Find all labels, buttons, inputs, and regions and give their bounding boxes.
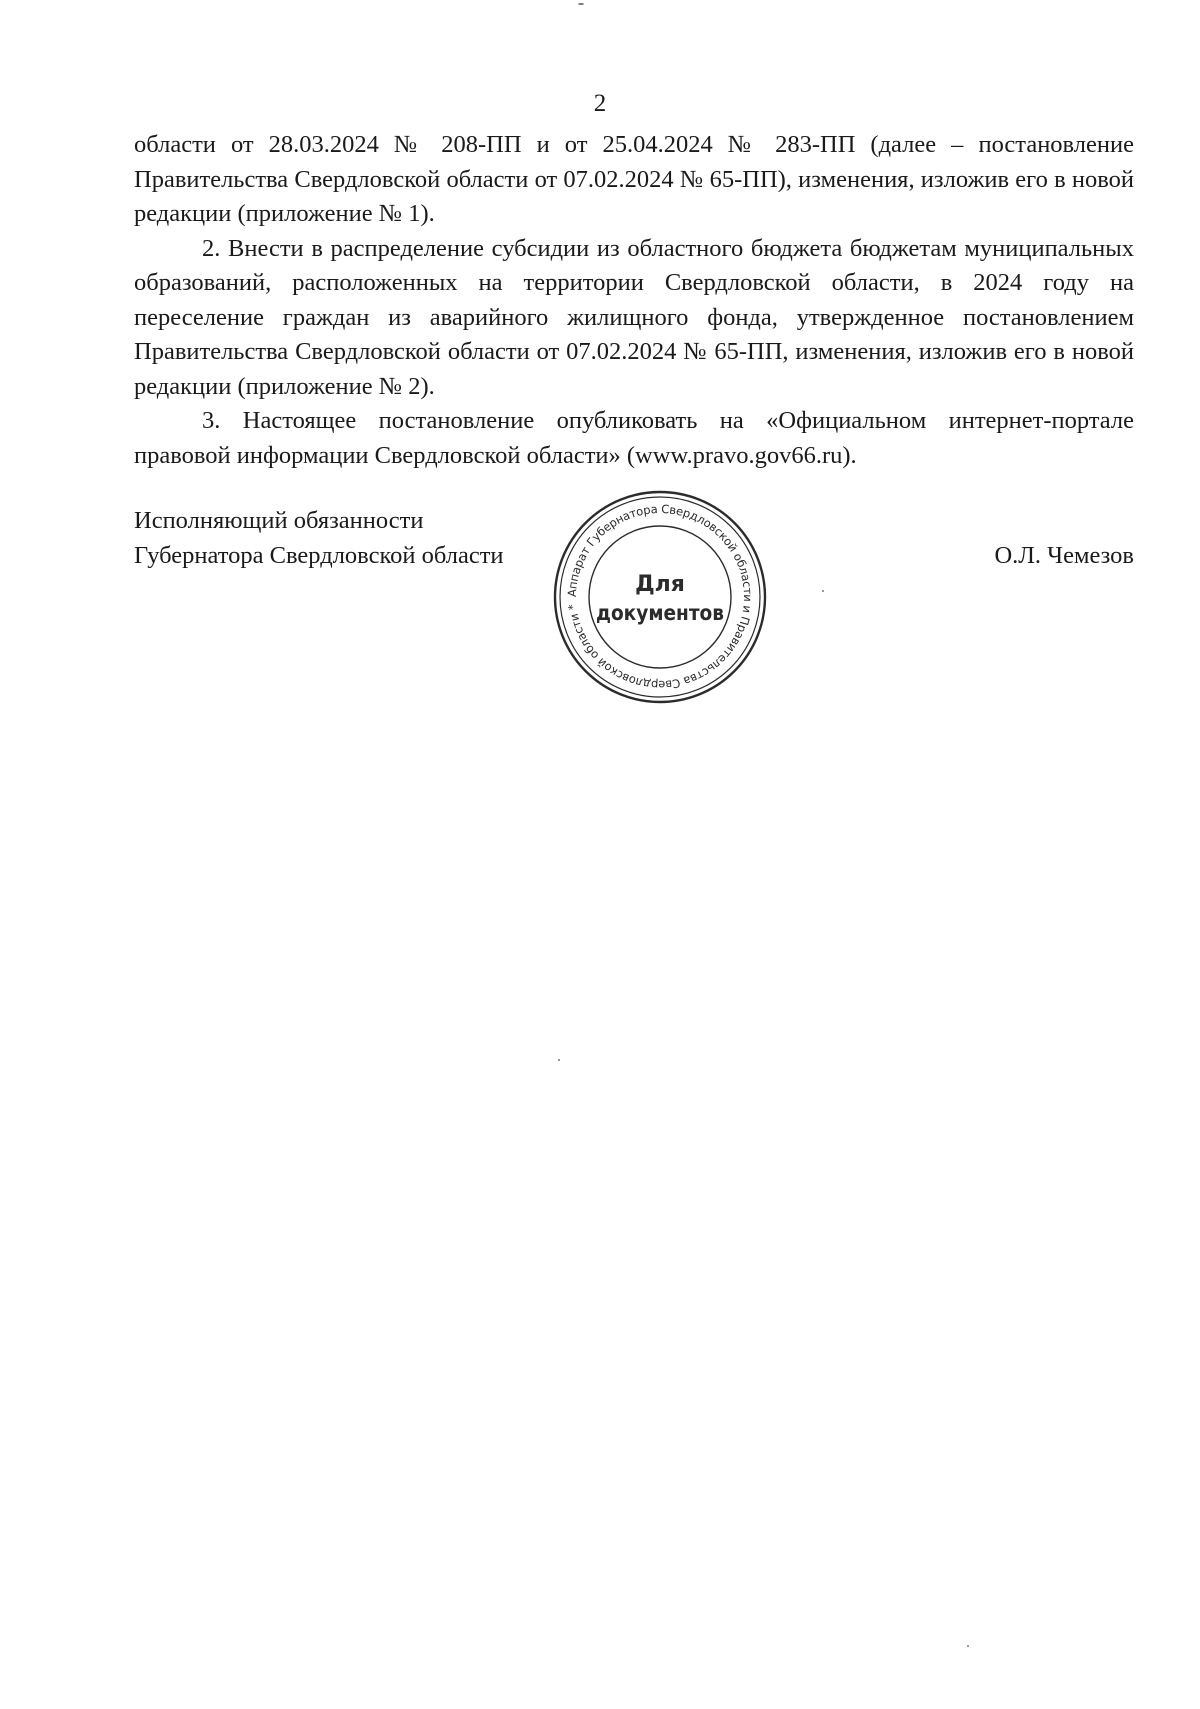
scan-speck	[558, 1059, 560, 1061]
document-body	[134, 128, 1134, 473]
scan-speck	[822, 590, 824, 592]
signatory-name: О.Л. Чемезов	[994, 542, 1134, 569]
stamp-center-line-1: Для	[635, 572, 685, 597]
stamp-ring-text: Аппарат Губернатора Свердловской области и Правительства Свердловской области *	[564, 501, 756, 693]
official-stamp	[551, 488, 769, 706]
signatory-title-line-1: Исполняющий обязанности	[134, 507, 424, 534]
scan-speck	[578, 3, 584, 5]
stamp-seal-icon	[551, 488, 769, 706]
paragraph-continuation: области от 28.03.2024 № 208-ПП и от 25.04.2024 № 283-ПП (далее – постановление Правительства Свердловской области от 07.02.2024 № 65-ПП), изменения, изложив его в новой редакции (приложение № 1).	[134, 131, 1134, 227]
paragraph-item-3: 3. Настоящее постановление опубликовать на «Официальном интернет-портале правовой информации Свердловской области» (www.pravo.gov66.ru).	[134, 407, 1134, 469]
signatory-title	[134, 504, 504, 573]
page-number: 2	[593, 90, 607, 117]
signatory-title-line-2: Губернатора Свердловской области	[134, 541, 504, 569]
scan-speck	[967, 1645, 969, 1647]
paragraph-item-2: 2. Внести в распределение субсидии из областного бюджета бюджетам муниципальных образований, расположенных на территории Свердловской области, в 2024 году на переселение граждан из аварийного жилищного фонда, утвержденное постановлением Правительства Свердловской области от 07.02.2024 № 65-ПП, изменения, изложив его в новой редакции (приложение № 2).	[134, 234, 1134, 400]
stamp-center-line-2: документов	[596, 601, 724, 625]
